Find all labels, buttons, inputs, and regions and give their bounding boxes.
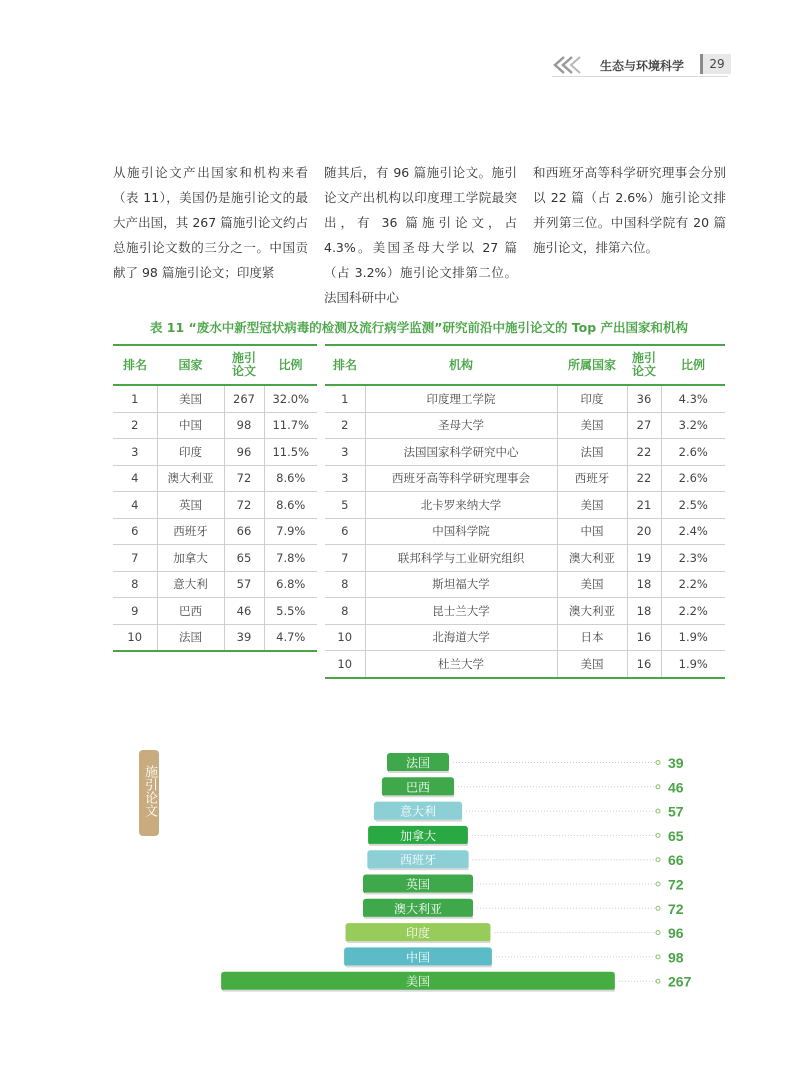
chart-axis-label-text: 施引论文 — [142, 765, 157, 817]
cell-rank: 10 — [113, 624, 157, 651]
cell-institution: 北卡罗来纳大学 — [365, 492, 557, 519]
cell-ratio: 2.2% — [661, 571, 725, 598]
leader-dot — [656, 858, 660, 862]
bar-label: 澳大利亚 — [393, 901, 443, 916]
cell-rank: 8 — [113, 571, 157, 598]
cell-country: 澳大利亚 — [557, 545, 627, 572]
cell-country: 日本 — [557, 624, 627, 651]
cell-rank: 1 — [325, 385, 365, 412]
bar-shadow — [369, 868, 468, 870]
cell-papers: 65 — [224, 545, 264, 572]
cell-ratio: 11.5% — [264, 439, 317, 466]
bar-group — [221, 972, 691, 992]
cell-ratio: 6.8% — [264, 571, 317, 598]
leader-dot — [656, 809, 660, 813]
cell-papers: 18 — [627, 598, 661, 625]
header-ratio: 比例 — [661, 345, 725, 385]
bar-group — [367, 850, 683, 870]
cell-country: 印度 — [157, 439, 224, 466]
bar-value: 46 — [668, 779, 684, 796]
cell-ratio: 1.9% — [661, 651, 725, 678]
cell-country: 巴西 — [157, 598, 224, 625]
cell-papers: 46 — [224, 598, 264, 625]
cell-papers: 20 — [627, 518, 661, 545]
leader-dot — [656, 931, 660, 935]
cell-country: 西班牙 — [557, 465, 627, 492]
cell-ratio: 32.0% — [264, 385, 317, 412]
cell-rank: 6 — [325, 518, 365, 545]
cell-ratio: 2.5% — [661, 492, 725, 519]
cell-papers: 18 — [627, 571, 661, 598]
leader-dot — [656, 833, 660, 837]
cell-ratio: 4.3% — [661, 385, 725, 412]
header-institution: 机构 — [365, 345, 557, 385]
body-text-column-1: 从施引论文产出国家和机构来看（表 11），美国仍是施引论文的最大产出国，其 267 篇施引论文约占总施引论文数的三分之一。中国贡献了 98 篇施引论文；印度紧 — [113, 165, 308, 280]
cell-ratio: 11.7% — [264, 412, 317, 439]
cell-ratio: 8.6% — [264, 492, 317, 519]
bar-value: 96 — [668, 925, 684, 942]
bar-label: 美国 — [405, 974, 431, 989]
leader-dot — [656, 979, 660, 983]
cell-country: 美国 — [157, 385, 224, 412]
cell-rank: 3 — [325, 465, 365, 492]
cell-ratio: 7.9% — [264, 518, 317, 545]
bar-label: 巴西 — [405, 780, 431, 795]
cell-papers: 267 — [224, 385, 264, 412]
cell-country: 澳大利亚 — [157, 465, 224, 492]
cell-country: 美国 — [557, 571, 627, 598]
cell-papers: 36 — [627, 385, 661, 412]
bar-group — [363, 899, 684, 919]
cell-ratio: 7.8% — [264, 545, 317, 572]
cell-rank: 6 — [113, 518, 157, 545]
bar-group — [387, 753, 684, 773]
cell-papers: 39 — [224, 624, 264, 651]
leader-dot — [656, 955, 660, 959]
bar-label: 意大利 — [399, 804, 437, 819]
cell-country: 中国 — [557, 518, 627, 545]
bar-value: 267 — [668, 973, 692, 990]
header-rank: 排名 — [113, 345, 157, 385]
body-text-column-3: 和西班牙高等科学研究理事会分别以 22 篇（占 2.6%）施引论文排并列第三位。中国科学院有 20 篇施引论文，排第六位。 — [533, 165, 726, 255]
bar-value: 72 — [668, 900, 684, 917]
cell-papers: 16 — [627, 624, 661, 651]
cell-country: 英国 — [157, 492, 224, 519]
cell-rank: 8 — [325, 598, 365, 625]
cell-institution: 印度理工学院 — [365, 385, 557, 412]
cell-papers: 19 — [627, 545, 661, 572]
cell-country: 法国 — [157, 624, 224, 651]
bar-shadow — [370, 844, 468, 846]
bar-shadow — [389, 771, 449, 773]
bar-label: 西班牙 — [399, 853, 437, 868]
cell-rank: 3 — [113, 439, 157, 466]
table-caption: 表 11 “废水中新型冠状病毒的检测及流行病学监测”研究前沿中施引论文的 Top 产出国家和机构 — [149, 320, 689, 335]
cell-papers: 66 — [224, 518, 264, 545]
bar-value: 57 — [668, 803, 684, 820]
bar-value: 65 — [668, 827, 684, 844]
cell-rank: 4 — [113, 465, 157, 492]
cell-ratio: 2.2% — [661, 598, 725, 625]
cell-institution: 圣母大学 — [365, 412, 557, 439]
cell-institution: 西班牙高等科学研究理事会 — [365, 465, 557, 492]
bar-label: 英国 — [405, 877, 431, 892]
cell-papers: 98 — [224, 412, 264, 439]
page-number: 29 — [700, 54, 731, 74]
header-papers-line2: 论文 — [231, 364, 256, 378]
cell-ratio: 2.4% — [661, 518, 725, 545]
cell-institution: 法国国家科学研究中心 — [365, 439, 557, 466]
bar-group — [344, 947, 684, 967]
cell-papers: 16 — [627, 651, 661, 678]
cell-papers: 22 — [627, 465, 661, 492]
cell-country: 印度 — [557, 385, 627, 412]
bar-group — [363, 875, 684, 895]
leader-dot — [656, 761, 660, 765]
cell-rank: 2 — [113, 412, 157, 439]
cell-papers: 57 — [224, 571, 264, 598]
cell-country: 美国 — [557, 651, 627, 678]
cell-ratio: 3.2% — [661, 412, 725, 439]
cell-rank: 7 — [325, 545, 365, 572]
cell-rank: 10 — [325, 651, 365, 678]
cell-country: 西班牙 — [157, 518, 224, 545]
bar-shadow — [346, 965, 492, 967]
header-ratio: 比例 — [264, 345, 317, 385]
cell-rank: 10 — [325, 624, 365, 651]
bar-shadow — [223, 990, 615, 992]
cell-country: 法国 — [557, 439, 627, 466]
bar-label: 加拿大 — [399, 828, 437, 843]
cell-institution: 北海道大学 — [365, 624, 557, 651]
header-papers-line1: 施引 — [231, 351, 256, 365]
bar-label: 法国 — [405, 756, 431, 770]
cell-rank: 8 — [325, 571, 365, 598]
bar-shadow — [384, 795, 454, 797]
cell-country: 意大利 — [157, 571, 224, 598]
bar-group — [346, 923, 684, 943]
cell-rank: 2 — [325, 412, 365, 439]
cell-institution: 杜兰大学 — [365, 651, 557, 678]
cell-ratio: 5.5% — [264, 598, 317, 625]
leader-dot — [656, 882, 660, 886]
header-country: 所属国家 — [557, 345, 627, 385]
leader-dot — [656, 785, 660, 789]
bar-shadow — [376, 820, 462, 822]
cell-rank: 7 — [113, 545, 157, 572]
bar-group — [382, 777, 684, 797]
cell-papers: 72 — [224, 492, 264, 519]
bar-label: 印度 — [405, 926, 431, 941]
leader-dot — [656, 906, 660, 910]
cell-institution: 昆士兰大学 — [365, 598, 557, 625]
cell-country: 澳大利亚 — [557, 598, 627, 625]
cell-rank: 4 — [113, 492, 157, 519]
cell-country: 美国 — [557, 492, 627, 519]
cell-papers: 21 — [627, 492, 661, 519]
bar-shadow — [348, 941, 491, 943]
cell-institution: 斯坦福大学 — [365, 571, 557, 598]
cell-ratio: 2.3% — [661, 545, 725, 572]
bar-value: 72 — [668, 876, 684, 893]
cell-ratio: 2.6% — [661, 439, 725, 466]
bar-value: 98 — [668, 949, 684, 966]
bar-label: 中国 — [405, 950, 431, 965]
cell-country: 加拿大 — [157, 545, 224, 572]
cell-ratio: 8.6% — [264, 465, 317, 492]
cell-papers: 22 — [627, 439, 661, 466]
cell-ratio: 4.7% — [264, 624, 317, 651]
cell-institution: 中国科学院 — [365, 518, 557, 545]
bar-value: 66 — [668, 852, 684, 869]
header-rank: 排名 — [325, 345, 365, 385]
cell-papers: 96 — [224, 439, 264, 466]
cell-country: 美国 — [557, 412, 627, 439]
cell-institution: 联邦科学与工业研究组织 — [365, 545, 557, 572]
body-text-column-2: 随其后，有 96 篇施引论文。施引论文产出机构以印度理工学院最突出，有 36 篇施引论文，占 4.3%。美国圣母大学以 27 篇（占 3.2%）施引论文排第二位。法国科研中心 — [324, 165, 517, 305]
section-title: 生态与环境科学 — [600, 59, 685, 73]
cell-rank: 3 — [325, 439, 365, 466]
bar-value: 39 — [668, 755, 684, 771]
cell-rank: 5 — [325, 492, 365, 519]
cell-papers: 27 — [627, 412, 661, 439]
cell-rank: 9 — [113, 598, 157, 625]
bar-shadow — [365, 917, 473, 919]
cell-country: 中国 — [157, 412, 224, 439]
header-papers-line2: 论文 — [631, 364, 656, 378]
bar-shadow — [365, 893, 473, 895]
bar-group — [374, 802, 684, 822]
cell-ratio: 1.9% — [661, 624, 725, 651]
header-papers-line1: 施引 — [631, 351, 656, 365]
cell-ratio: 2.6% — [661, 465, 725, 492]
bar-group — [368, 826, 684, 846]
cell-papers: 72 — [224, 465, 264, 492]
header-country: 国家 — [157, 345, 224, 385]
cell-rank: 1 — [113, 385, 157, 412]
